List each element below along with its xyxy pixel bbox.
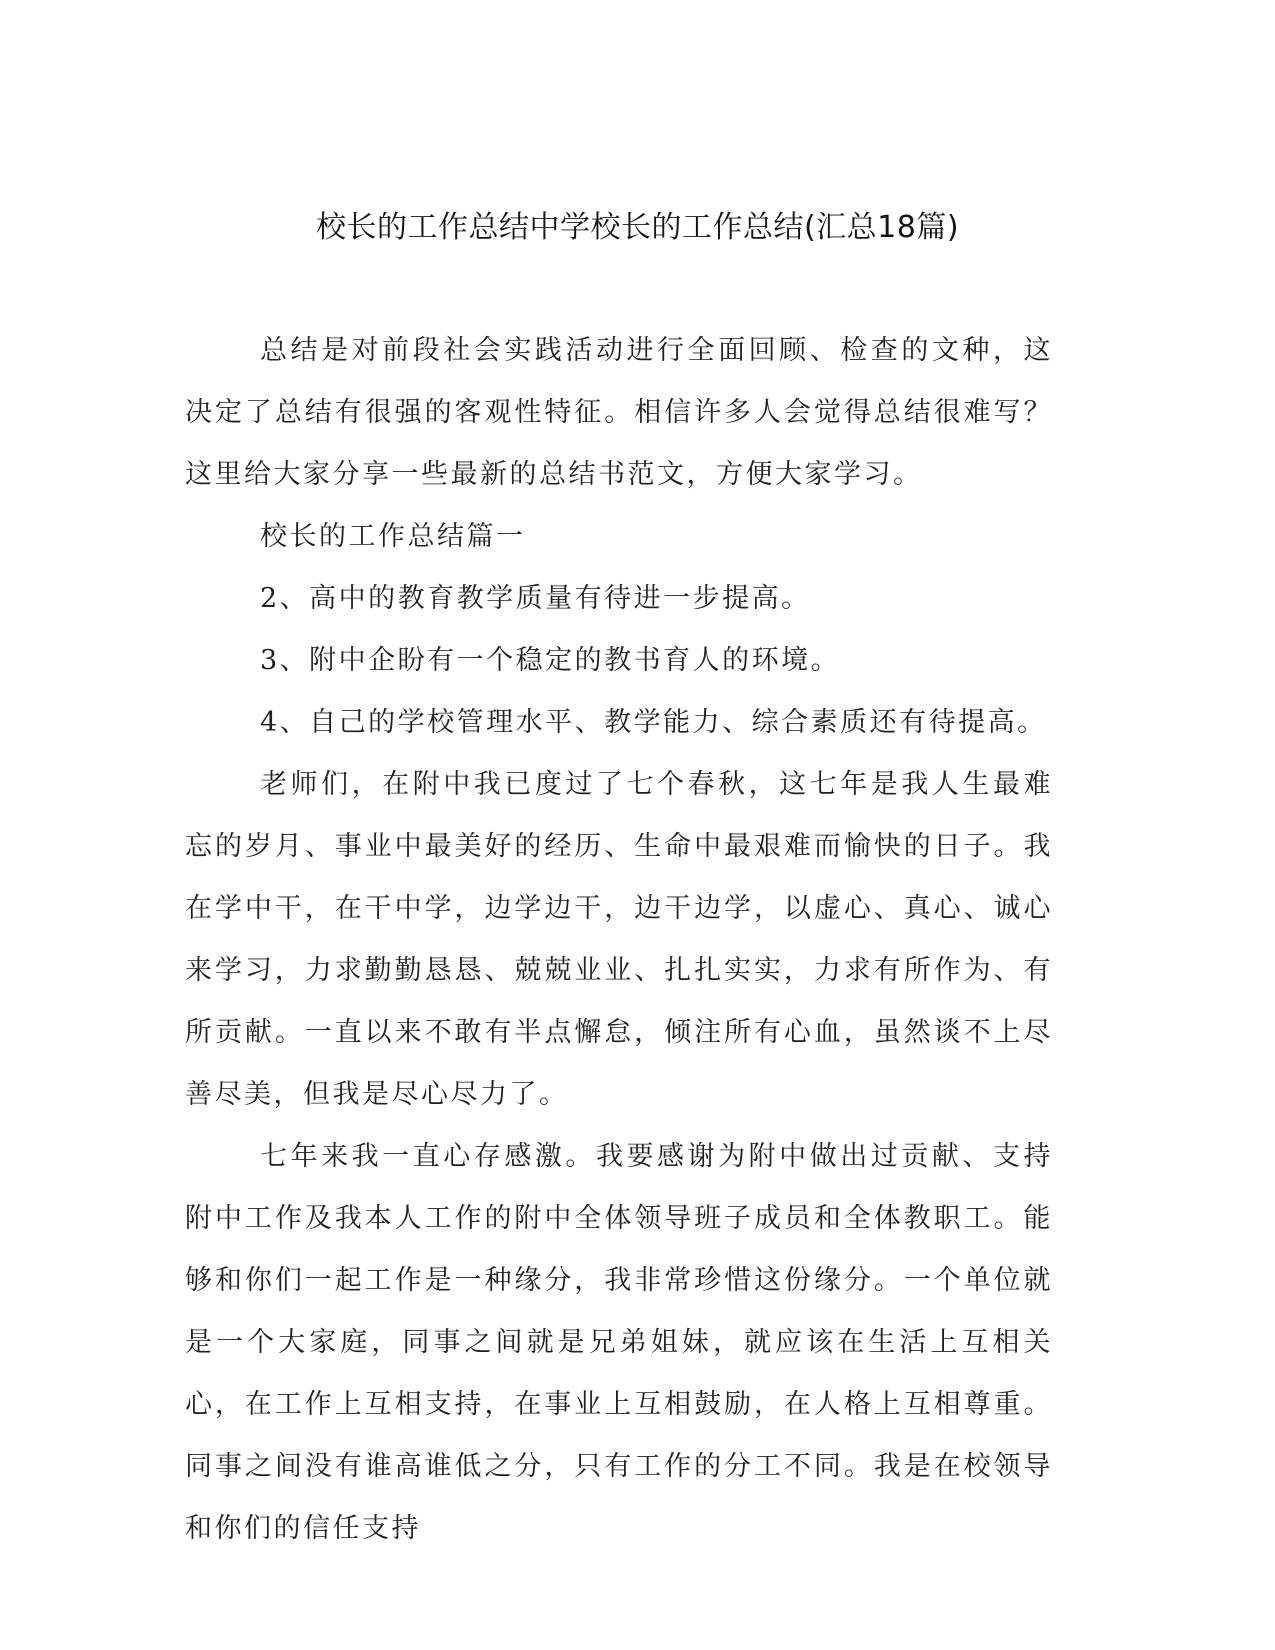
intro-paragraph: 总结是对前段社会实践活动进行全面回顾、检查的文种，这决定了总结有很强的客观性特征。相信许多人会觉得总结很难写？这里给大家分享一些最新的总结书范文，方便大家学习。	[185, 335, 1053, 490]
list-item: 4、自己的学校管理水平、教学能力、综合素质还有待提高。	[260, 707, 1047, 738]
body-paragraph: 老师们，在附中我已度过了七个春秋，这七年是我人生最难忘的岁月、事业中最美好的经历、生命中最艰难而愉快的日子。我在学中干，在干中学，边学边干，边干边学，以虚心、真心、诚心来学习，力求勤勤恳恳、兢兢业业、扎扎实实，力求有所作为、有所贡献。一直以来不敢有半点懈怠，倾注所有心血，虽然谈不上尽善尽美，但我是尽心尽力了。	[185, 769, 1053, 1110]
list-item: 3、附中企盼有一个稳定的教书育人的环境。	[260, 645, 841, 676]
list-item: 2、高中的教育教学质量有待进一步提高。	[260, 583, 811, 614]
document-body	[185, 320, 1053, 1560]
section-heading: 校长的工作总结篇一	[260, 521, 526, 552]
body-paragraph: 七年来我一直心存感激。我要感谢为附中做出过贡献、支持附中工作及我本人工作的附中全体领导班子成员和全体教职工。能够和你们一起工作是一种缘分，我非常珍惜这份缘分。一个单位就是一个大家庭，同事之间就是兄弟姐妹，就应该在生活上互相关心，在工作上互相支持，在事业上互相鼓励，在人格上互相尊重。同事之间没有谁高谁低之分，只有工作的分工不同。我是在校领导和你们的信任支持	[185, 1141, 1053, 1544]
document-title: 校长的工作总结中学校长的工作总结(汇总18篇)	[315, 210, 960, 245]
